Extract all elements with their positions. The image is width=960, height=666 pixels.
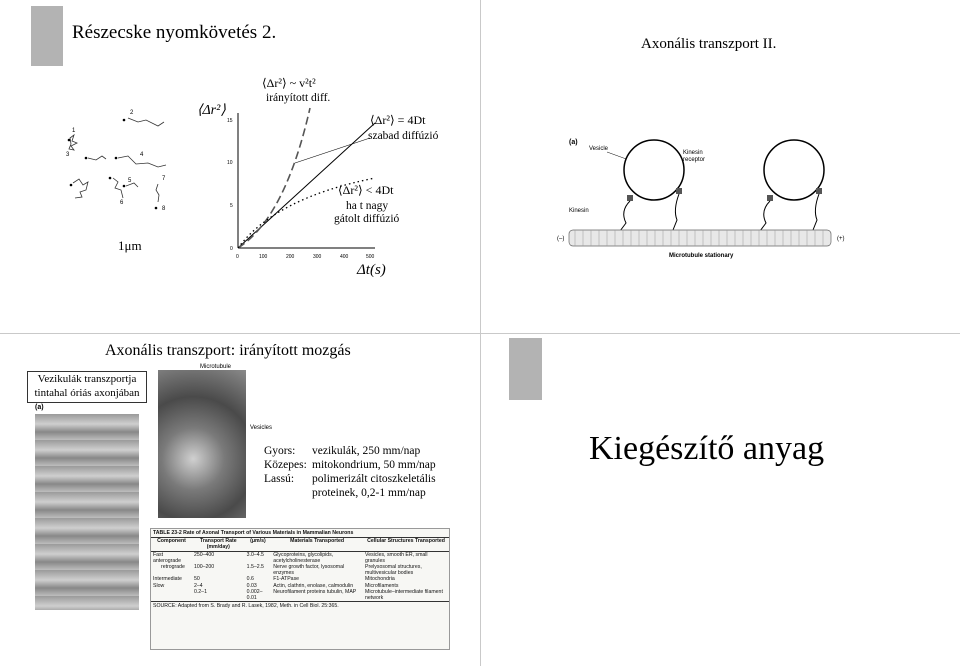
speed-list — [264, 444, 436, 500]
slide-supplementary — [481, 334, 960, 666]
y-tick: 15 — [227, 118, 233, 124]
table-header: Component — [151, 538, 192, 551]
msd-axis-symbol: ⟨Δr²⟩ — [197, 103, 226, 118]
table-source: SOURCE: Adapted from S. Brady and R. Lasek, 1982, Meth. in Cell Biol. 25:365. — [151, 601, 449, 610]
title-accent-bar — [31, 6, 63, 66]
table-cell: 0.03 — [246, 582, 257, 589]
y-tick: 5 — [230, 203, 233, 209]
x-tick: 0 — [236, 254, 239, 260]
table-cell: Nerve growth factor, lysosomal enzymes — [273, 564, 345, 577]
table-cell: 1.5–2.5 — [246, 564, 264, 571]
table-cell: Intermediate — [153, 576, 182, 583]
table-cell: Prelysosomal structures, multivesicular bodies — [365, 564, 422, 577]
speed-label: Lassú: — [264, 473, 295, 485]
caption-line-2: tintahal óriás axonjában — [34, 387, 140, 399]
speed-value: vezikulák, 250 mm/nap — [312, 445, 421, 457]
plus-end-label: (+) — [837, 236, 845, 242]
vesicles-label: Vesicles — [250, 425, 273, 431]
track-label: 2 — [130, 110, 134, 116]
table-cell: Glycoproteins, glycolipids, acetylcholinesterase — [273, 551, 334, 564]
free-label: szabad diffúzió — [368, 130, 439, 142]
y-tick: 10 — [227, 160, 233, 166]
minus-end-label: (–) — [557, 236, 565, 242]
table-cell: Microtubule–intermediate filament network — [365, 588, 443, 602]
y-tick: 0 — [230, 246, 233, 252]
electron-micrograph-image — [158, 370, 246, 518]
table-header: Cellular Structures Transported — [363, 538, 449, 551]
table-row — [151, 551, 449, 564]
vesicle-shape — [624, 140, 684, 200]
vesicle-label: Vesicle — [589, 146, 609, 152]
free-equation: ⟨Δr²⟩ = 4Dt — [370, 113, 426, 127]
speed-value: mitokondrium, 50 mm/nap — [312, 459, 436, 471]
track-label: 6 — [120, 200, 124, 206]
table-cell: Mitochondria — [365, 576, 395, 583]
table-header: Transport Rate (mm/day) — [192, 538, 245, 551]
kinesin-diagram — [557, 130, 869, 260]
particle-tracks-image — [58, 108, 178, 218]
kinesin-label: Kinesin — [569, 208, 589, 214]
axonal-transport-table — [150, 528, 450, 650]
speed-row — [264, 458, 436, 472]
speed-row — [264, 444, 436, 458]
speed-row — [264, 486, 436, 500]
hindered-label-2: gátolt diffúzió — [334, 213, 400, 225]
rate-table — [151, 538, 449, 601]
table-cell: Slow — [153, 582, 165, 589]
kinesin-receptor-label: receptor — [683, 157, 706, 163]
table-cell: 0.6 — [246, 576, 254, 583]
x-tick: 400 — [340, 254, 349, 260]
track-label: 7 — [162, 176, 166, 182]
speed-row — [264, 472, 436, 486]
table-cell: 0.2–1 — [193, 588, 207, 595]
speed-label: Közepes: — [264, 459, 307, 471]
time-axis-label: Δt(s) — [357, 262, 386, 278]
slide-title: Részecske nyomkövetés 2. — [72, 22, 277, 43]
track-label: 1 — [72, 128, 76, 134]
x-tick: 100 — [259, 254, 268, 260]
table-caption: TABLE 23-2 Rate of Axonal Transport of Various Materials in Mammalian Neurons — [151, 529, 449, 538]
microtubule-label: Microtubule — [200, 364, 232, 370]
hindered-label-1: ha t nagy — [346, 200, 389, 212]
table-cell: 0.002–0.01 — [246, 588, 263, 602]
x-tick: 200 — [286, 254, 295, 260]
track-label: 5 — [128, 178, 132, 184]
table-cell: 50 — [193, 576, 200, 583]
table-row — [151, 564, 449, 576]
table-header: Materials Transported — [271, 538, 363, 551]
table-cell: Actin, clathrin, enolase, calmodulin — [273, 582, 354, 589]
table-cell — [151, 589, 192, 601]
slide-title: Axonális transzport: irányított mozgás — [105, 342, 351, 359]
speed-value: proteinek, 0,2-1 mm/nap — [312, 487, 426, 499]
directed-label: irányított diff. — [266, 92, 331, 104]
directed-equation: ⟨Δr²⟩ ~ v²t² — [262, 76, 316, 90]
table-cell: 250–400 — [193, 551, 215, 558]
track-label: 3 — [66, 152, 70, 158]
table-cell: 2–4 — [193, 582, 203, 589]
microtubule-label: Microtubule stationary — [669, 253, 734, 259]
slide-title: Axonális transzport II. — [641, 36, 777, 52]
table-header: (μm/s) — [245, 538, 272, 551]
vesicle-shape — [764, 140, 824, 200]
slide-axonal-transport-2 — [481, 0, 960, 333]
speed-label: Gyors: — [264, 445, 296, 457]
caption-box — [27, 371, 147, 403]
hindered-equation: ⟨Δr²⟩ < 4Dt — [338, 183, 394, 197]
speed-value: polimerizált citoszkeletális — [312, 473, 436, 485]
table-cell: 100–200 — [193, 564, 215, 571]
table-cell: F1-ATPase — [273, 576, 300, 583]
slide-title: Kiegészítő anyag — [589, 430, 825, 467]
caption-line-1: Vezikulák transzportja — [37, 373, 137, 385]
scale-bar-label: 1μm — [118, 238, 142, 253]
table-cell: retrograde — [161, 564, 185, 571]
panel-label: (a) — [569, 139, 578, 146]
table-cell: Fast anterograde — [153, 551, 181, 564]
table-cell: Neurofilament proteins tubulin, MAP — [273, 588, 357, 595]
kinesin-receptor-label: Kinesin — [683, 150, 703, 156]
track-label: 4 — [140, 152, 144, 158]
table-cell: Vesicles, smooth ER, small granules — [365, 551, 428, 564]
table-row — [151, 589, 449, 601]
slide-particle-tracking — [0, 0, 480, 333]
directed-diffusion-curve — [238, 108, 310, 248]
x-tick: 500 — [366, 254, 375, 260]
video-frames-image — [35, 414, 139, 610]
table-cell: 3.0–4.5 — [246, 551, 264, 558]
panel-label: (a) — [35, 404, 44, 411]
title-accent-bar — [509, 338, 542, 400]
microtubule-shape — [569, 230, 831, 246]
x-tick: 300 — [313, 254, 322, 260]
table-cell: Microfilaments — [365, 582, 399, 589]
track-label: 8 — [162, 206, 166, 212]
